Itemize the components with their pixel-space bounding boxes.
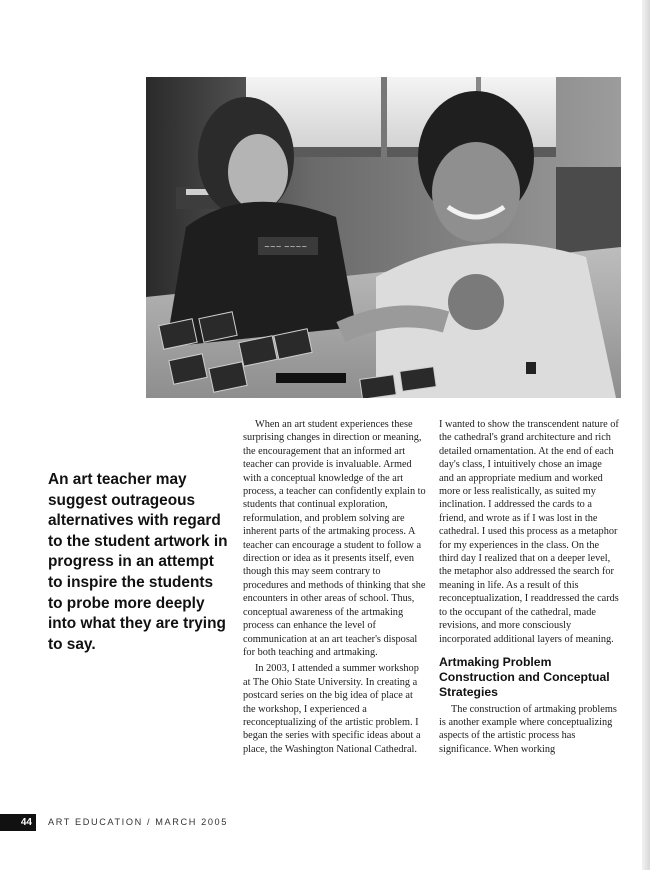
- body-paragraph: When an art student experiences these surprising changes in direction or meaning, the encouragement that an informed art teacher can provide is invaluable. Armed with a conceptual knowledge of the art process, a teacher can confidently explain to students that continual exploration, reformulation, and problem solving are inherent parts of the artmaking process. A teacher can encourage a student to follow a direction or idea as it presents itself, even though this may seem contrary to procedures and methods of thinking that she encounters in other areas of school. Thus, conceptual awareness of the artmaking process can enhance the level of communication at an art teacher's disposal for both teaching and artmaking.: [243, 419, 426, 658]
- photo-illustration: [146, 77, 621, 398]
- classroom-photo: [146, 77, 621, 398]
- body-column-2: [439, 418, 619, 756]
- pull-quote: An art teacher may suggest outrageous alternatives with regard to the student artwork in progress in an attempt to inspire the students to probe more deeply into what they are trying to say.: [48, 471, 228, 653]
- body-paragraph: In 2003, I attended a summer workshop at The Ohio State University. In creating a postcard series on the big idea of place at the workshop, I experienced a reconceptualizing of the artistic problem. I began the series with specific ideas about a place, the Washington National Cathedral.: [243, 663, 421, 755]
- body-paragraph: I wanted to show the transcendent nature of the cathedral's grand architecture and rich detailed ornamentation. At the end of each day's class, I intuitively chose an image and an appropriate medium and worked more or less realistically, as suited my inclination. I addressed the cards to a friend, and wrote as if I was lost in the cathedral. I used this process as a metaphor for my experiences in the class. On the third day I realized that on a deeper level, the metaphor also addressed the search for meaning in life. As a result of this reconceptualization, I readdressed the cards to the occupant of the cathedral, made revisions, and more consciously incorporated additional layers of meaning.: [439, 419, 619, 645]
- body-column-1: [243, 418, 427, 756]
- page-number: 44: [0, 814, 36, 831]
- page-edge: [642, 0, 650, 870]
- svg-text:~~~ ~~~~: ~~~ ~~~~: [264, 243, 308, 251]
- publication-footer: ART EDUCATION / MARCH 2005: [48, 817, 228, 827]
- body-paragraph: The construction of artmaking problems is another example where conceptualizing aspects of the artistic process has significance. When working: [439, 703, 617, 755]
- section-heading: Artmaking Problem Construction and Conceptual Strategies: [439, 654, 610, 700]
